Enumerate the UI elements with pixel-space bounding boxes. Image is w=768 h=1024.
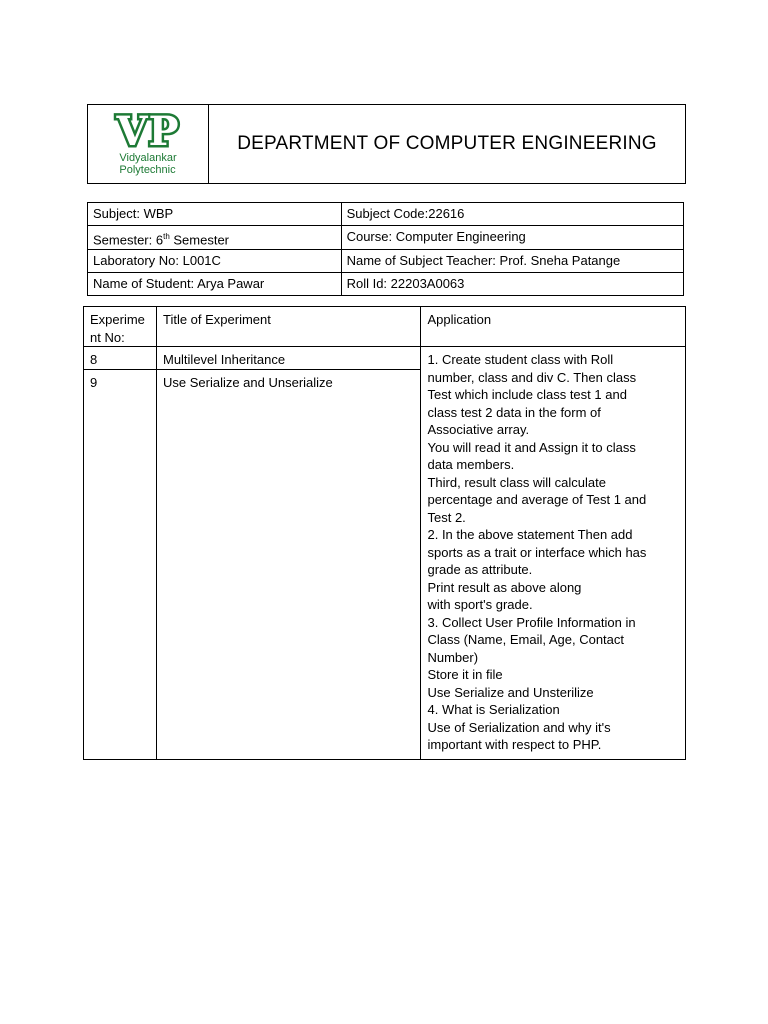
application-line: You will read it and Assign it to class: [427, 439, 636, 455]
semester-prefix: Semester: 6: [93, 232, 164, 248]
application-line: Use Serialize and Unsterilize: [427, 684, 594, 700]
table-row: [88, 272, 684, 295]
application-line: Number): [427, 649, 479, 665]
semester-suffix: Semester: [169, 232, 230, 248]
header-application: Application: [421, 307, 686, 347]
course-cell: Course: Computer Engineering: [341, 226, 683, 250]
application-line: sports as a trait or interface which has: [427, 544, 647, 560]
application-line: Test which include class test 1 and: [427, 387, 627, 402]
application-line: 1. Create student class with Roll: [427, 352, 614, 367]
student-cell: Name of Student: Arya Pawar: [88, 272, 342, 295]
table-header-row: [84, 307, 686, 347]
institute-logo: [88, 105, 209, 183]
application-line: percentage and average of Test 1 and: [427, 492, 647, 507]
header-box: [87, 104, 686, 184]
logo-name: [119, 152, 176, 176]
experiment-no-cell: 9: [84, 369, 157, 759]
application-text: [427, 351, 679, 754]
application-line: 4. What is Serialization: [427, 702, 560, 717]
application-line: Associative array.: [427, 422, 530, 437]
table-row: [88, 249, 684, 272]
logo-mark: VP: [116, 108, 180, 155]
logo-line-1: Vidyalankar: [119, 152, 177, 164]
application-line: data members.: [427, 457, 515, 472]
experiment-table: [83, 306, 686, 760]
application-line: important with respect to PHP.: [427, 737, 602, 752]
table-row: [88, 226, 684, 250]
application-line: class test 2 data in the form of: [427, 404, 601, 420]
header-no-line-2: nt No:: [90, 329, 125, 345]
experiment-title-cell: Use Serialize and Unserialize: [156, 369, 421, 759]
application-line: 3. Collect User Profile Information in: [427, 614, 636, 630]
application-line: Store it in file: [427, 667, 503, 682]
application-line: 2. In the above statement Then add: [427, 527, 633, 542]
semester-sup: th: [163, 232, 170, 241]
info-table: [87, 202, 684, 296]
application-line: Use of Serialization and why it's: [427, 719, 611, 735]
application-line: Class (Name, Email, Age, Contact: [427, 632, 625, 647]
table-row: [84, 347, 686, 370]
experiment-title-cell: Multilevel Inheritance: [156, 347, 421, 370]
roll-id-cell: Roll Id: 22203A0063: [341, 272, 683, 295]
application-line: number, class and div C. Then class: [427, 369, 637, 385]
header-title: Title of Experiment: [156, 307, 421, 347]
application-line: Test 2.: [427, 509, 466, 525]
subject-code-cell: Subject Code:22616: [341, 203, 683, 226]
teacher-cell: Name of Subject Teacher: Prof. Sneha Patange: [341, 249, 683, 272]
application-cell: [421, 347, 686, 760]
subject-cell: Subject: WBP: [88, 203, 342, 226]
department-title: DEPARTMENT OF COMPUTER ENGINEERING: [237, 133, 657, 154]
application-line: with sport's grade.: [427, 597, 533, 612]
application-line: Print result as above along: [427, 579, 582, 595]
lab-no-cell: Laboratory No: L001C: [88, 249, 342, 272]
experiment-no-cell: 8: [84, 347, 157, 370]
table-row: [88, 203, 684, 226]
application-line: grade as attribute.: [427, 562, 533, 577]
semester-cell: [88, 226, 342, 250]
logo-line-2: Polytechnic: [119, 164, 176, 176]
header-experiment-no: [84, 307, 157, 347]
application-line: Third, result class will calculate: [427, 474, 606, 490]
header-no-line-1: Experime: [90, 312, 145, 327]
